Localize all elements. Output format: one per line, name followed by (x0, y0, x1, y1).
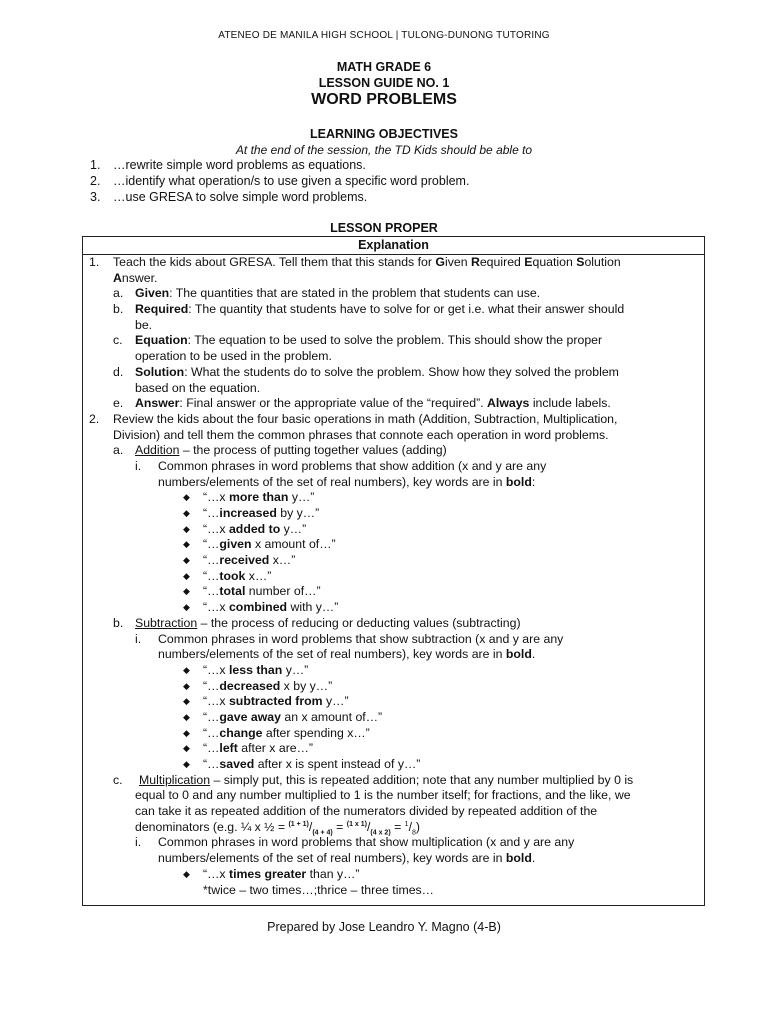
keyword-phrase-item: ◆ “…x added to y…” (183, 521, 307, 536)
keyword-phrase-item: ◆ “…increased by y…” (183, 506, 320, 520)
diamond-bullet-icon: ◆ (183, 759, 190, 769)
multiplication-heading: c. Multiplication – simply put, this is repeated addition; note that any number multiplied by 0 is (113, 772, 634, 787)
keyword-phrase-item: ◆ “…x combined with y…” (183, 600, 339, 615)
keyword-phrase-item: ◆ “…received x…” (183, 553, 296, 568)
objectives-list (90, 157, 690, 205)
objective-item: 3. …use GRESA to solve simple word problems. (90, 190, 368, 204)
multiplication-desc-line: can take it as repeated addition of the numerators divided by repeated addition of the (135, 804, 598, 819)
keyword-phrase-item: ◆ “…saved after x is spent instead of y…” (183, 757, 421, 771)
diamond-bullet-icon: ◆ (183, 539, 190, 550)
gresa-item-continued: based on the equation. (135, 380, 261, 395)
diamond-bullet-icon: ◆ (183, 868, 190, 879)
gresa-item-continued: operation to be used in the problem. (135, 349, 332, 364)
gresa-item: a. Given: The quantities that are stated in the problem that students can use. (113, 286, 541, 301)
diamond-bullet-icon: ◆ (183, 727, 190, 738)
keyword-phrase-item: ◆ “…decreased x by y…” (183, 678, 333, 693)
keyword-phrase-item: ◆ “…given x amount of…” (183, 537, 336, 552)
multiplication-example-line: denominators (e.g. ¼ x ½ = $^{(1 + 1)}/_{(4 + 4)} = ^{(1 x 1)}/_{(4 x 2)} = ^1/_8$) (135, 819, 421, 837)
gresa-item: c. Equation: The equation to be used to solve the problem. This should show the proper (113, 333, 603, 348)
diamond-bullet-icon: ◆ (183, 664, 190, 675)
topic-title: WORD PROBLEMS (311, 91, 457, 108)
diamond-bullet-icon: ◆ (183, 570, 190, 581)
diamond-bullet-icon: ◆ (183, 696, 190, 707)
diamond-bullet-icon: ◆ (183, 523, 190, 534)
objective-item: 1. …rewrite simple word problems as equations. (90, 158, 366, 172)
explanation-table (82, 236, 705, 906)
school-header: ATENEO DE MANILA HIGH SCHOOL | TULONG-DUNONG TUTORING (218, 30, 550, 41)
prepared-by-footer: Prepared by Jose Leandro Y. Magno (4-B) (267, 920, 501, 934)
diamond-bullet-icon: ◆ (183, 743, 190, 754)
grade-title: MATH GRADE 6 (336, 60, 432, 74)
gresa-item: e. Answer: Final answer or the appropriate value of the “required”. Always include labels. (113, 396, 611, 411)
multiplication-desc-line: equal to 0 and any number multiplied to 1 is the number itself; for fractions, and the like, we (135, 788, 631, 803)
multiplication-keyword-list (83, 867, 704, 883)
diamond-bullet-icon: ◆ (183, 586, 190, 597)
keyword-phrase-item: ◆ “…change after spending x…” (183, 725, 370, 740)
keyword-phrase-item: ◆ “…x less than y…” (183, 662, 309, 677)
lesson-proper-heading: LESSON PROPER (330, 221, 438, 235)
keyword-phrase-item: ◆ “…left after x are…” (183, 741, 314, 756)
subtraction-phrases-intro: i. Common phrases in word problems that show subtraction (x and y are any (135, 631, 564, 646)
objective-item: 2. …identify what operation/s to use given a specific word problem. (90, 174, 470, 188)
gresa-item: d. Solution: What the students do to solve the problem. Show how they solved the problem (113, 364, 619, 379)
keyword-phrase-item: ◆ “…total number of…” (183, 584, 321, 599)
subtraction-phrases-intro: numbers/elements of the set of real numbers), key words are in bold. (158, 647, 536, 662)
addition-phrases-intro: i. Common phrases in word problems that show addition (x and y are any (135, 458, 547, 473)
diamond-bullet-icon: ◆ (183, 602, 190, 613)
gresa-intro-line: 1. Teach the kids about GRESA. Tell them that this stands for Given Required Equation Solution (89, 255, 621, 269)
diamond-bullet-icon: ◆ (183, 508, 190, 518)
objectives-intro: At the end of the session, the TD Kids should be able to (235, 143, 533, 157)
lesson-number-title: LESSON GUIDE NO. 1 (318, 76, 450, 90)
keyword-phrase-item: ◆ “…x times greater than y…” (183, 866, 360, 881)
multiplication-phrases-intro: numbers/elements of the set of real numbers), key words are in bold. (158, 851, 536, 866)
addition-heading: a. Addition – the process of putting together values (adding) (113, 443, 447, 458)
diamond-bullet-icon: ◆ (183, 492, 190, 503)
gresa-item: b. Required: The quantity that students have to solve for or get i.e. what their answer should (113, 302, 625, 317)
operations-intro-line: 2. Review the kids about the four basic operations in math (Addition, Subtraction, Multiplication, (89, 411, 618, 426)
operations-intro-line: Division) and tell them the common phrases that connote each operation in word problems. (113, 427, 609, 442)
multiplication-note: *twice – two times…;thrice – three times… (203, 882, 434, 897)
keyword-phrase-item: ◆ “…x subtracted from y…” (183, 694, 349, 709)
addition-keyword-list (83, 490, 704, 616)
diamond-bullet-icon: ◆ (183, 555, 190, 566)
gresa-item-continued: be. (135, 317, 153, 332)
explanation-content (83, 255, 704, 898)
objectives-heading: LEARNING OBJECTIVES (310, 127, 458, 141)
keyword-phrase-item: ◆ “…took x…” (183, 568, 272, 583)
gresa-intro-line: Answer. (113, 270, 158, 285)
addition-phrases-intro: numbers/elements of the set of real numbers), key words are in bold: (158, 474, 536, 489)
diamond-bullet-icon: ◆ (183, 711, 190, 722)
subtraction-keyword-list (83, 663, 704, 773)
explanation-column-header: Explanation (83, 237, 704, 255)
keyword-phrase-item: ◆ “…x more than y…” (183, 490, 315, 505)
subtraction-heading: b. Subtraction – the process of reducing or deducting values (subtracting) (113, 615, 521, 630)
keyword-phrase-item: ◆ “…gave away an x amount of…” (183, 709, 383, 724)
diamond-bullet-icon: ◆ (183, 680, 190, 691)
multiplication-phrases-intro: i. Common phrases in word problems that show multiplication (x and y are any (135, 835, 575, 850)
